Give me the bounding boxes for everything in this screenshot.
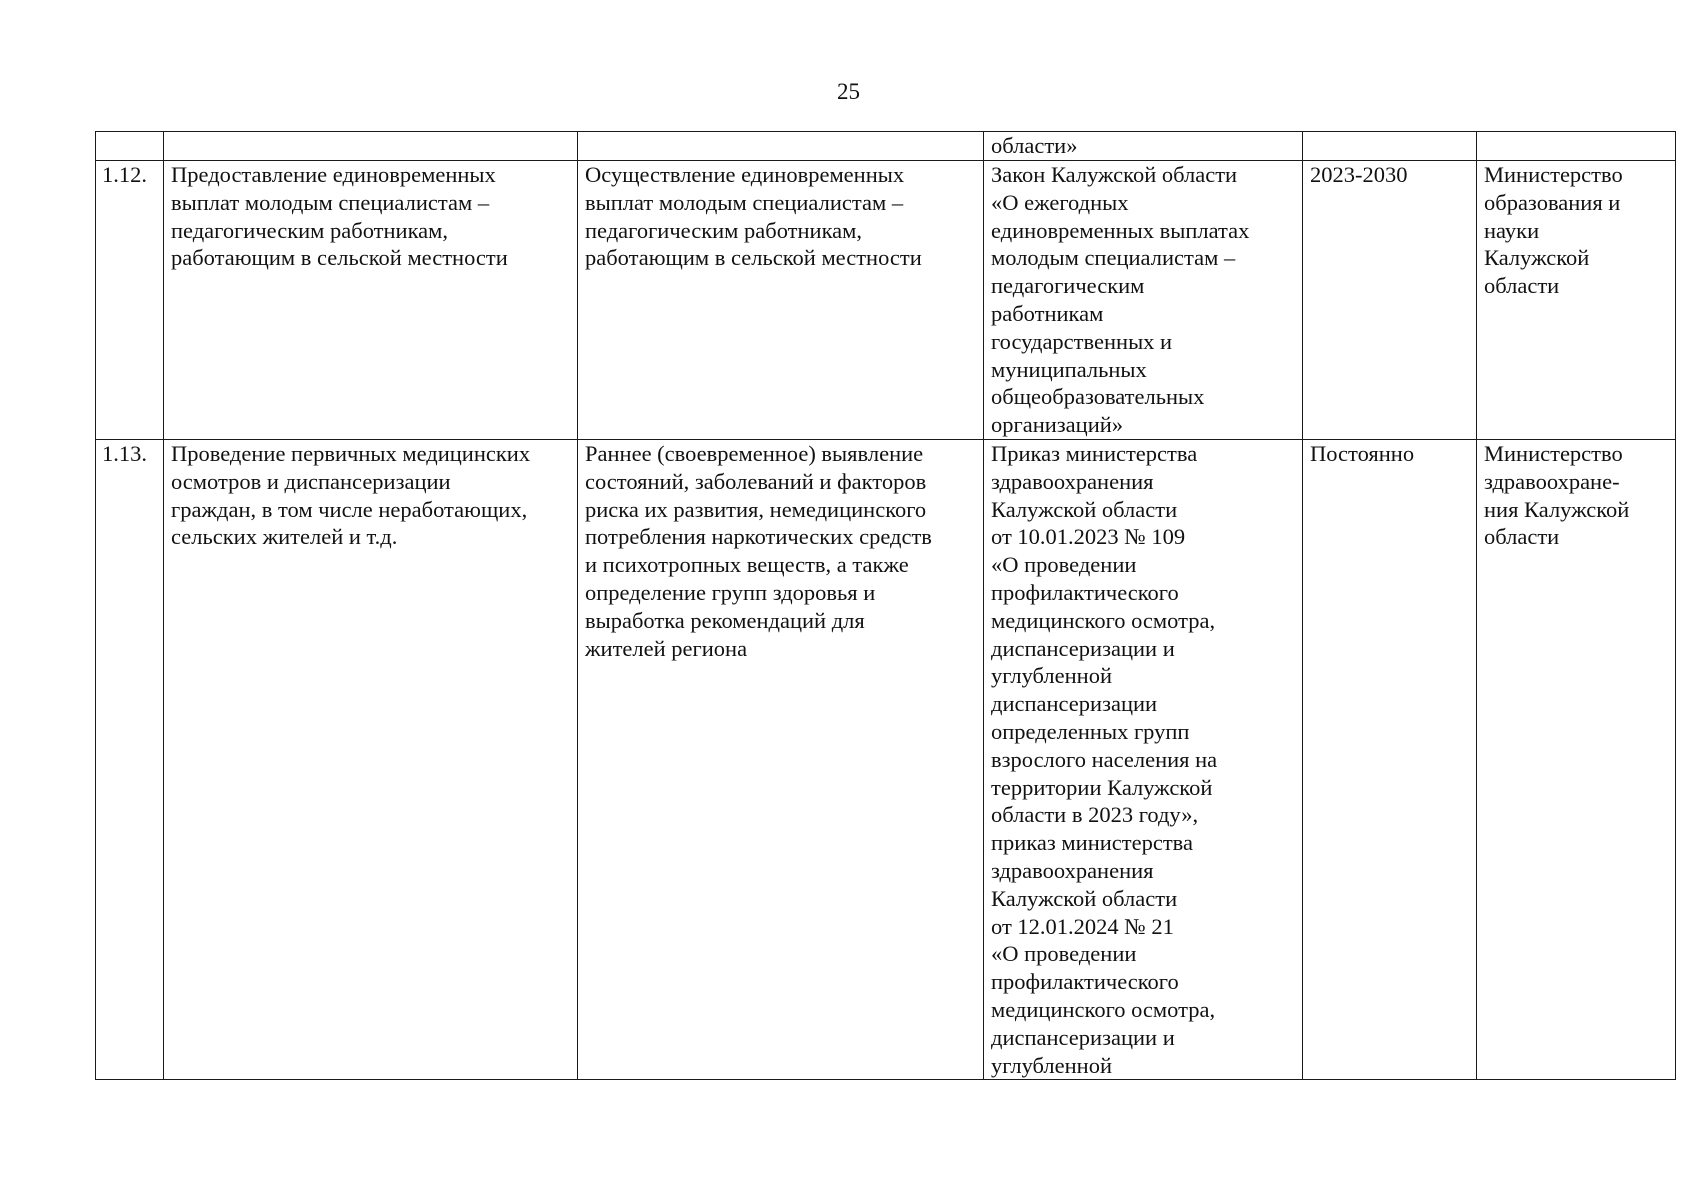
page-number: 25: [837, 79, 860, 104]
cell-term: 2023-2030: [1303, 161, 1477, 440]
cell-measure: [164, 132, 578, 161]
measures-table: [95, 131, 1676, 1080]
table-row: [96, 161, 1676, 440]
cell-basis: области»: [984, 132, 1303, 161]
cell-responsible: [1477, 132, 1676, 161]
cell-number: 1.12.: [96, 161, 164, 440]
cell-basis: Приказ министерства здравоохранения Калужской области от 10.01.2023 № 109 «О проведении профилактического медицинского осмотра, диспансеризации и углубленной диспансеризации определенных групп взрослого населения на территории Калужской области в 2023 году», приказ министерства здравоохранения Калужской области от 12.01.2024 № 21 «О проведении профилактического медицинского осмотра, диспансеризации и углубленной: [984, 439, 1303, 1079]
cell-measure: Проведение первичных медицинских осмотров и диспансеризации граждан, в том числе неработающих, сельских жителей и т.д.: [164, 439, 578, 1079]
cell-number: 1.13.: [96, 439, 164, 1079]
cell-content: [578, 132, 984, 161]
cell-basis: Закон Калужской области «О ежегодных единовременных выплатах молодым специалистам – педагогическим работникам государственных и муниципальных общеобразовательных организаций»: [984, 161, 1303, 440]
cell-term: [1303, 132, 1477, 161]
cell-measure: Предоставление единовременных выплат молодым специалистам – педагогическим работникам, работающим в сельской местности: [164, 161, 578, 440]
cell-content: Раннее (своевременное) выявление состояний, заболеваний и факторов риска их развития, немедицинского потребления наркотических средств и психотропных веществ, а также определение групп здоровья и выработка рекомендаций для жителей региона: [578, 439, 984, 1079]
cell-responsible: Министерство здравоохране- ния Калужской области: [1477, 439, 1676, 1079]
cell-term: Постоянно: [1303, 439, 1477, 1079]
cell-number: [96, 132, 164, 161]
cell-responsible: Министерство образования и науки Калужской области: [1477, 161, 1676, 440]
table-row: [96, 439, 1676, 1079]
cell-content: Осуществление единовременных выплат молодым специалистам – педагогическим работникам, работающим в сельской местности: [578, 161, 984, 440]
table-row-continuation: [96, 132, 1676, 161]
